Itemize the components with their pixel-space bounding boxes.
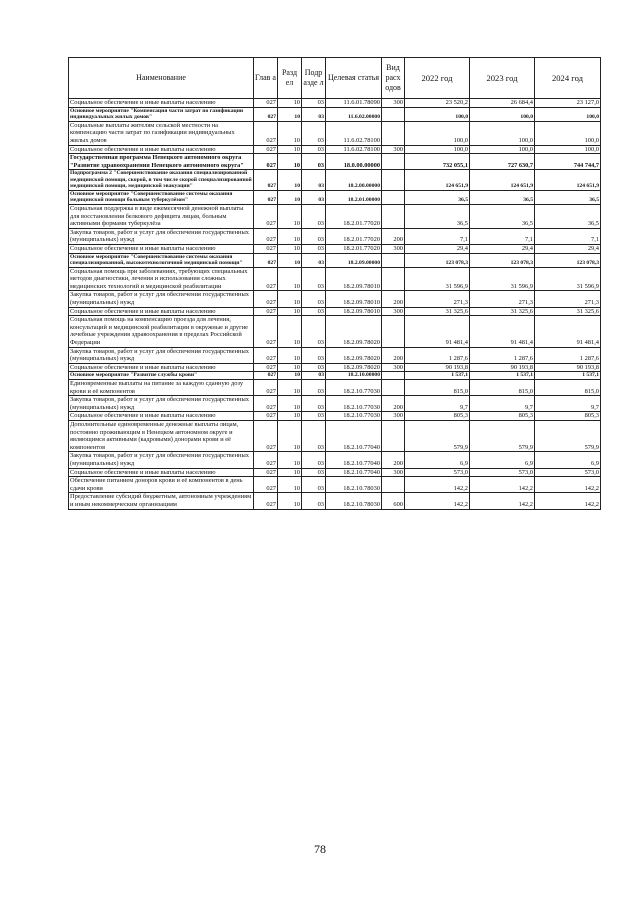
row-target-article-cell: 18.2.01.77020 — [326, 228, 382, 244]
row-value-2022-cell: 7,1 — [405, 228, 470, 244]
page-number: 78 — [314, 842, 326, 856]
table-body — [69, 99, 601, 510]
row-expense-type-cell: 600 — [382, 493, 405, 509]
row-name-cell: Социальное обеспечение и иные выплаты населению — [69, 145, 254, 154]
table-row — [69, 493, 601, 509]
row-value-2022-cell: 31 325,6 — [405, 307, 470, 316]
row-name-cell: Основное мероприятие "Компенсация части затрат по газификации индивидуальных жилых домов" — [69, 107, 254, 121]
row-expense-type-cell — [382, 372, 405, 380]
row-razdel-cell: 10 — [278, 316, 302, 347]
row-expense-type-cell: 300 — [382, 412, 405, 421]
row-podrazdel-cell: 03 — [302, 363, 326, 372]
row-name-cell: Социальное обеспечение и иные выплаты населению — [69, 412, 254, 421]
row-expense-type-cell: 300 — [382, 363, 405, 372]
row-value-2023-cell: 271,3 — [470, 291, 535, 307]
table-row — [69, 244, 601, 253]
row-value-2022-cell: 9,7 — [405, 396, 470, 412]
row-name-cell: Социальное обеспечение и иные выплаты населению — [69, 468, 254, 477]
row-target-article-cell: 11.6.02.00000 — [326, 107, 382, 121]
header-target-article: Целевая статья — [326, 58, 382, 99]
row-name-cell: Закупка товаров, работ и услуг для обеспечения государственных (муниципальных) нужд — [69, 347, 254, 363]
row-expense-type-cell — [382, 169, 405, 190]
row-name-cell: Предоставление субсидий бюджетным, автономным учреждениям и иным некоммерческим организациям — [69, 493, 254, 509]
row-target-article-cell: 18.2.00.00000 — [326, 169, 382, 190]
row-podrazdel-cell: 03 — [302, 121, 326, 145]
row-glava-cell: 027 — [254, 145, 278, 154]
row-glava-cell: 027 — [254, 307, 278, 316]
row-podrazdel-cell: 03 — [302, 396, 326, 412]
table-row — [69, 316, 601, 347]
row-podrazdel-cell: 03 — [302, 493, 326, 509]
row-podrazdel-cell: 03 — [302, 468, 326, 477]
row-razdel-cell: 10 — [278, 396, 302, 412]
row-podrazdel-cell: 03 — [302, 169, 326, 190]
row-value-2024-cell: 31 325,6 — [535, 307, 601, 316]
row-podrazdel-cell: 03 — [302, 477, 326, 493]
row-value-2024-cell: 1 287,6 — [535, 347, 601, 363]
row-razdel-cell: 10 — [278, 412, 302, 421]
row-value-2023-cell: 573,0 — [470, 468, 535, 477]
row-target-article-cell: 18.2.09.78020 — [326, 347, 382, 363]
row-razdel-cell: 10 — [278, 107, 302, 121]
row-value-2022-cell: 124 651,9 — [405, 169, 470, 190]
row-expense-type-cell: 200 — [382, 291, 405, 307]
table-row — [69, 204, 601, 228]
table-row — [69, 372, 601, 380]
row-value-2024-cell: 124 651,9 — [535, 169, 601, 190]
row-name-cell: Обеспечение питанием доноров крови и её компонентов в день сдачи крови — [69, 477, 254, 493]
row-glava-cell: 027 — [254, 291, 278, 307]
row-target-article-cell: 18.2.10.77040 — [326, 452, 382, 468]
header-glava: Глав а — [254, 58, 278, 99]
row-value-2024-cell: 36,5 — [535, 204, 601, 228]
row-value-2024-cell: 36,5 — [535, 190, 601, 204]
row-glava-cell: 027 — [254, 244, 278, 253]
row-podrazdel-cell: 03 — [302, 145, 326, 154]
row-glava-cell: 027 — [254, 380, 278, 396]
row-razdel-cell: 10 — [278, 477, 302, 493]
row-value-2022-cell: 142,2 — [405, 493, 470, 509]
table-row — [69, 477, 601, 493]
row-value-2022-cell: 91 481,4 — [405, 316, 470, 347]
row-name-cell: Закупка товаров, работ и услуг для обеспечения государственных (муниципальных) нужд — [69, 228, 254, 244]
row-value-2023-cell: 815,0 — [470, 380, 535, 396]
row-value-2023-cell: 31 325,6 — [470, 307, 535, 316]
row-value-2023-cell: 100,0 — [470, 107, 535, 121]
row-podrazdel-cell: 03 — [302, 99, 326, 108]
row-value-2024-cell: 100,0 — [535, 121, 601, 145]
row-podrazdel-cell: 03 — [302, 372, 326, 380]
row-name-cell: Социальное обеспечение и иные выплаты населению — [69, 244, 254, 253]
row-podrazdel-cell: 03 — [302, 307, 326, 316]
row-expense-type-cell — [382, 154, 405, 170]
row-podrazdel-cell: 03 — [302, 420, 326, 451]
table-row — [69, 468, 601, 477]
row-value-2023-cell: 579,9 — [470, 420, 535, 451]
row-razdel-cell: 10 — [278, 244, 302, 253]
table-row — [69, 99, 601, 108]
row-target-article-cell: 18.2.10.77030 — [326, 396, 382, 412]
row-target-article-cell: 11.6.01.78090 — [326, 99, 382, 108]
row-value-2022-cell: 100,0 — [405, 145, 470, 154]
row-target-article-cell: 18.2.10.77040 — [326, 420, 382, 451]
row-podrazdel-cell: 03 — [302, 316, 326, 347]
row-podrazdel-cell: 03 — [302, 291, 326, 307]
table-row — [69, 307, 601, 316]
row-value-2024-cell: 142,2 — [535, 477, 601, 493]
row-podrazdel-cell: 03 — [302, 412, 326, 421]
row-value-2024-cell: 90 193,8 — [535, 363, 601, 372]
row-expense-type-cell: 200 — [382, 228, 405, 244]
table-row — [69, 363, 601, 372]
row-razdel-cell: 10 — [278, 372, 302, 380]
row-glava-cell: 027 — [254, 477, 278, 493]
row-value-2023-cell: 31 596,9 — [470, 267, 535, 291]
row-target-article-cell: 18.2.01.77020 — [326, 244, 382, 253]
row-value-2022-cell: 36,5 — [405, 204, 470, 228]
table-row — [69, 190, 601, 204]
row-razdel-cell: 10 — [278, 228, 302, 244]
row-glava-cell: 027 — [254, 493, 278, 509]
row-razdel-cell: 10 — [278, 121, 302, 145]
row-target-article-cell: 11.6.02.78100 — [326, 145, 382, 154]
row-glava-cell: 027 — [254, 468, 278, 477]
table-row — [69, 396, 601, 412]
row-target-article-cell: 18.2.10.00000 — [326, 372, 382, 380]
row-glava-cell: 027 — [254, 99, 278, 108]
row-value-2022-cell: 271,3 — [405, 291, 470, 307]
row-name-cell: Социальная помощь при заболеваниях, требующих специальных методов диагностики, лечения и использования сложных медицинских технологий и медицинской реабилитации — [69, 267, 254, 291]
row-value-2024-cell: 573,0 — [535, 468, 601, 477]
row-expense-type-cell — [382, 477, 405, 493]
row-glava-cell: 027 — [254, 267, 278, 291]
row-glava-cell: 027 — [254, 347, 278, 363]
header-podrazdel: Подр азде л — [302, 58, 326, 99]
row-value-2024-cell: 6,9 — [535, 452, 601, 468]
row-value-2022-cell: 6,9 — [405, 452, 470, 468]
header-year-2022: 2022 год — [405, 58, 470, 99]
row-glava-cell: 027 — [254, 228, 278, 244]
row-value-2022-cell: 805,3 — [405, 412, 470, 421]
table-row — [69, 347, 601, 363]
row-podrazdel-cell: 03 — [302, 107, 326, 121]
row-expense-type-cell: 200 — [382, 396, 405, 412]
row-razdel-cell: 10 — [278, 99, 302, 108]
row-name-cell: Социальное обеспечение и иные выплаты населению — [69, 307, 254, 316]
row-podrazdel-cell: 03 — [302, 267, 326, 291]
row-name-cell: Подпрограмма 2 "Совершенствование оказания специализированной медицинской помощи, скорой, в том числе скорой специализированной медицинской помощи, медицинской эвакуации" — [70, 169, 252, 190]
row-razdel-cell: 10 — [278, 190, 302, 204]
row-glava-cell: 027 — [254, 452, 278, 468]
row-value-2022-cell: 579,9 — [405, 420, 470, 451]
row-value-2023-cell: 6,9 — [470, 452, 535, 468]
table-row — [69, 228, 601, 244]
row-glava-cell: 027 — [254, 420, 278, 451]
row-name-cell: Социальная поддержка в виде ежемесячной денежной выплаты для восстановления белкового дефицита лицам, больным активными формами туберкулёза — [69, 204, 254, 228]
row-value-2023-cell: 727 630,7 — [470, 154, 535, 170]
header-expense-type: Вид расх одов — [382, 58, 405, 99]
row-razdel-cell: 10 — [278, 154, 302, 170]
row-value-2022-cell: 573,0 — [405, 468, 470, 477]
row-podrazdel-cell: 03 — [302, 228, 326, 244]
row-expense-type-cell — [382, 267, 405, 291]
row-razdel-cell: 10 — [278, 145, 302, 154]
row-podrazdel-cell: 03 — [302, 244, 326, 253]
row-value-2023-cell: 91 481,4 — [470, 316, 535, 347]
header-razdel: Разд ел — [278, 58, 302, 99]
table-row — [69, 412, 601, 421]
row-glava-cell: 027 — [254, 169, 278, 190]
row-glava-cell: 027 — [254, 107, 278, 121]
row-name-cell: Дополнительные единовременные денежные выплаты лицам, постоянно проживающим в Ненецком автономном округе и являющимся активными (кадровыми) донорами крови и её компонентов — [69, 420, 254, 451]
row-target-article-cell: 18.2.01.77020 — [326, 204, 382, 228]
row-target-article-cell: 18.2.09.78020 — [326, 316, 382, 347]
row-value-2024-cell: 815,0 — [535, 380, 601, 396]
row-value-2023-cell: 7,1 — [470, 228, 535, 244]
row-target-article-cell: 18.2.10.78030 — [326, 493, 382, 509]
row-glava-cell: 027 — [254, 190, 278, 204]
row-name-cell: Закупка товаров, работ и услуг для обеспечения государственных (муниципальных) нужд — [69, 452, 254, 468]
row-value-2023-cell: 29,4 — [470, 244, 535, 253]
row-value-2023-cell: 100,0 — [470, 145, 535, 154]
row-value-2022-cell: 142,2 — [405, 477, 470, 493]
row-value-2024-cell: 271,3 — [535, 291, 601, 307]
row-target-article-cell: 18.2.01.00000 — [326, 190, 382, 204]
row-value-2024-cell: 579,9 — [535, 420, 601, 451]
row-name-cell: Социальная помощь на компенсацию проезда для лечения, консультаций и медицинской реабилитации в окружные и другие лечебные учреждения здравоохранения в пределах Российской Федерации — [69, 316, 254, 347]
table-row — [69, 291, 601, 307]
row-expense-type-cell — [382, 316, 405, 347]
row-value-2024-cell: 805,3 — [535, 412, 601, 421]
table-row — [69, 380, 601, 396]
row-value-2024-cell: 91 481,4 — [535, 316, 601, 347]
row-name-cell: Государственная программа Ненецкого автономного округа "Развитие здравоохранения Ненецкого автономного округа" — [69, 154, 254, 170]
row-value-2024-cell: 9,7 — [535, 396, 601, 412]
table-row — [69, 452, 601, 468]
row-name-cell: Основное мероприятие "Совершенствование системы оказания специализированной, высокотехнологичной медицинской помощи" — [69, 253, 254, 267]
row-glava-cell: 027 — [254, 154, 278, 170]
row-value-2023-cell: 36,5 — [470, 204, 535, 228]
row-expense-type-cell: 200 — [382, 452, 405, 468]
row-value-2022-cell: 36,5 — [405, 190, 470, 204]
row-expense-type-cell — [382, 380, 405, 396]
row-target-article-cell: 18.2.10.78030 — [326, 477, 382, 493]
row-value-2023-cell: 36,5 — [470, 190, 535, 204]
row-target-article-cell: 18.2.09.78010 — [326, 267, 382, 291]
row-target-article-cell: 18.2.10.77030 — [326, 412, 382, 421]
row-value-2022-cell: 100,0 — [405, 107, 470, 121]
table-row — [69, 121, 601, 145]
row-razdel-cell: 10 — [278, 493, 302, 509]
row-razdel-cell: 10 — [278, 380, 302, 396]
row-glava-cell: 027 — [254, 253, 278, 267]
row-target-article-cell: 18.2.09.00000 — [326, 253, 382, 267]
row-razdel-cell: 10 — [278, 468, 302, 477]
row-value-2024-cell: 142,2 — [535, 493, 601, 509]
row-value-2022-cell: 123 078,3 — [405, 253, 470, 267]
table-row — [69, 169, 601, 190]
row-expense-type-cell: 200 — [382, 347, 405, 363]
row-razdel-cell: 10 — [278, 363, 302, 372]
row-name-cell: Социальное обеспечение и иные выплаты населению — [69, 363, 254, 372]
row-razdel-cell: 10 — [278, 291, 302, 307]
table-row — [69, 253, 601, 267]
row-value-2022-cell: 815,0 — [405, 380, 470, 396]
row-glava-cell: 027 — [254, 372, 278, 380]
row-name-cell: Закупка товаров, работ и услуг для обеспечения государственных (муниципальных) нужд — [69, 396, 254, 412]
row-name-cell: Закупка товаров, работ и услуг для обеспечения государственных (муниципальных) нужд — [69, 291, 254, 307]
row-value-2023-cell: 1 287,6 — [470, 347, 535, 363]
row-value-2022-cell: 1 287,6 — [405, 347, 470, 363]
row-expense-type-cell — [382, 121, 405, 145]
row-name-cell: Единовременные выплаты на питание за каждую сданную дозу крови и её компонентов — [69, 380, 254, 396]
row-name-cell: Основное мероприятие "Совершенствование системы оказания медицинской помощи больным туберкулёзом" — [69, 190, 254, 204]
row-value-2022-cell: 31 596,9 — [405, 267, 470, 291]
row-glava-cell: 027 — [254, 412, 278, 421]
table-row — [69, 107, 601, 121]
table-row — [69, 420, 601, 451]
row-razdel-cell: 10 — [278, 204, 302, 228]
row-value-2023-cell: 142,2 — [470, 477, 535, 493]
row-podrazdel-cell: 03 — [302, 253, 326, 267]
row-razdel-cell: 10 — [278, 169, 302, 190]
row-expense-type-cell — [382, 253, 405, 267]
row-target-article-cell: 18.2.10.77030 — [326, 380, 382, 396]
row-value-2023-cell: 90 193,8 — [470, 363, 535, 372]
row-target-article-cell: 11.6.02.78100 — [326, 121, 382, 145]
row-value-2023-cell: 1 537,1 — [470, 372, 535, 380]
row-target-article-cell: 18.2.09.78020 — [326, 363, 382, 372]
row-value-2023-cell: 142,2 — [470, 493, 535, 509]
row-value-2023-cell: 123 078,3 — [470, 253, 535, 267]
row-glava-cell: 027 — [254, 363, 278, 372]
table-row — [69, 154, 601, 170]
row-name-cell: Социальные выплаты жителям сельской местности на компенсацию части затрат по газификации индивидуальных жилых домов — [69, 121, 254, 145]
row-razdel-cell: 10 — [278, 347, 302, 363]
row-value-2024-cell: 100,0 — [535, 107, 601, 121]
row-expense-type-cell: 300 — [382, 99, 405, 108]
row-razdel-cell: 10 — [278, 267, 302, 291]
row-name-cell: Основное мероприятие "Развитие службы крови" — [69, 372, 254, 380]
row-glava-cell: 027 — [254, 121, 278, 145]
row-podrazdel-cell: 03 — [302, 204, 326, 228]
row-expense-type-cell — [382, 420, 405, 451]
row-value-2023-cell: 9,7 — [470, 396, 535, 412]
row-target-article-cell: 18.0.00.00000 — [326, 154, 382, 170]
row-podrazdel-cell: 03 — [302, 452, 326, 468]
row-target-article-cell: 18.2.09.78010 — [326, 291, 382, 307]
header-year-2023: 2023 год — [470, 58, 535, 99]
row-value-2022-cell: 90 193,8 — [405, 363, 470, 372]
row-target-article-cell: 18.2.09.78010 — [326, 307, 382, 316]
row-value-2024-cell: 23 127,0 — [535, 99, 601, 108]
row-value-2024-cell: 7,1 — [535, 228, 601, 244]
row-expense-type-cell: 300 — [382, 244, 405, 253]
row-value-2024-cell: 31 596,9 — [535, 267, 601, 291]
row-glava-cell: 027 — [254, 396, 278, 412]
row-value-2023-cell: 805,3 — [470, 412, 535, 421]
row-value-2023-cell: 26 684,4 — [470, 99, 535, 108]
row-value-2022-cell: 29,4 — [405, 244, 470, 253]
row-value-2023-cell: 124 651,9 — [470, 169, 535, 190]
row-value-2024-cell: 1 537,1 — [535, 372, 601, 380]
row-podrazdel-cell: 03 — [302, 190, 326, 204]
table-row — [69, 145, 601, 154]
row-glava-cell: 027 — [254, 204, 278, 228]
row-razdel-cell: 10 — [278, 452, 302, 468]
row-value-2023-cell: 100,0 — [470, 121, 535, 145]
table-header-row — [69, 58, 601, 99]
row-value-2022-cell: 1 537,1 — [405, 372, 470, 380]
row-target-article-cell: 18.2.10.77040 — [326, 468, 382, 477]
row-value-2024-cell: 29,4 — [535, 244, 601, 253]
row-value-2022-cell: 23 520,2 — [405, 99, 470, 108]
row-value-2022-cell: 732 055,1 — [405, 154, 470, 170]
row-expense-type-cell — [382, 204, 405, 228]
row-value-2022-cell: 100,0 — [405, 121, 470, 145]
row-podrazdel-cell: 03 — [302, 380, 326, 396]
header-year-2024: 2024 год — [535, 58, 601, 99]
row-name-cell: Социальное обеспечение и иные выплаты населению — [69, 99, 254, 108]
row-razdel-cell: 10 — [278, 253, 302, 267]
row-expense-type-cell: 300 — [382, 468, 405, 477]
header-name: Наименование — [69, 58, 254, 99]
row-expense-type-cell: 300 — [382, 307, 405, 316]
row-expense-type-cell — [382, 190, 405, 204]
row-glava-cell: 027 — [254, 316, 278, 347]
row-expense-type-cell — [382, 107, 405, 121]
row-podrazdel-cell: 03 — [302, 347, 326, 363]
row-razdel-cell: 10 — [278, 420, 302, 451]
budget-table — [68, 57, 601, 510]
row-value-2024-cell: 100,0 — [535, 145, 601, 154]
row-podrazdel-cell: 03 — [302, 154, 326, 170]
row-razdel-cell: 10 — [278, 307, 302, 316]
row-expense-type-cell: 300 — [382, 145, 405, 154]
row-value-2024-cell: 123 078,3 — [535, 253, 601, 267]
row-value-2024-cell: 744 744,7 — [535, 154, 601, 170]
table-row — [69, 267, 601, 291]
